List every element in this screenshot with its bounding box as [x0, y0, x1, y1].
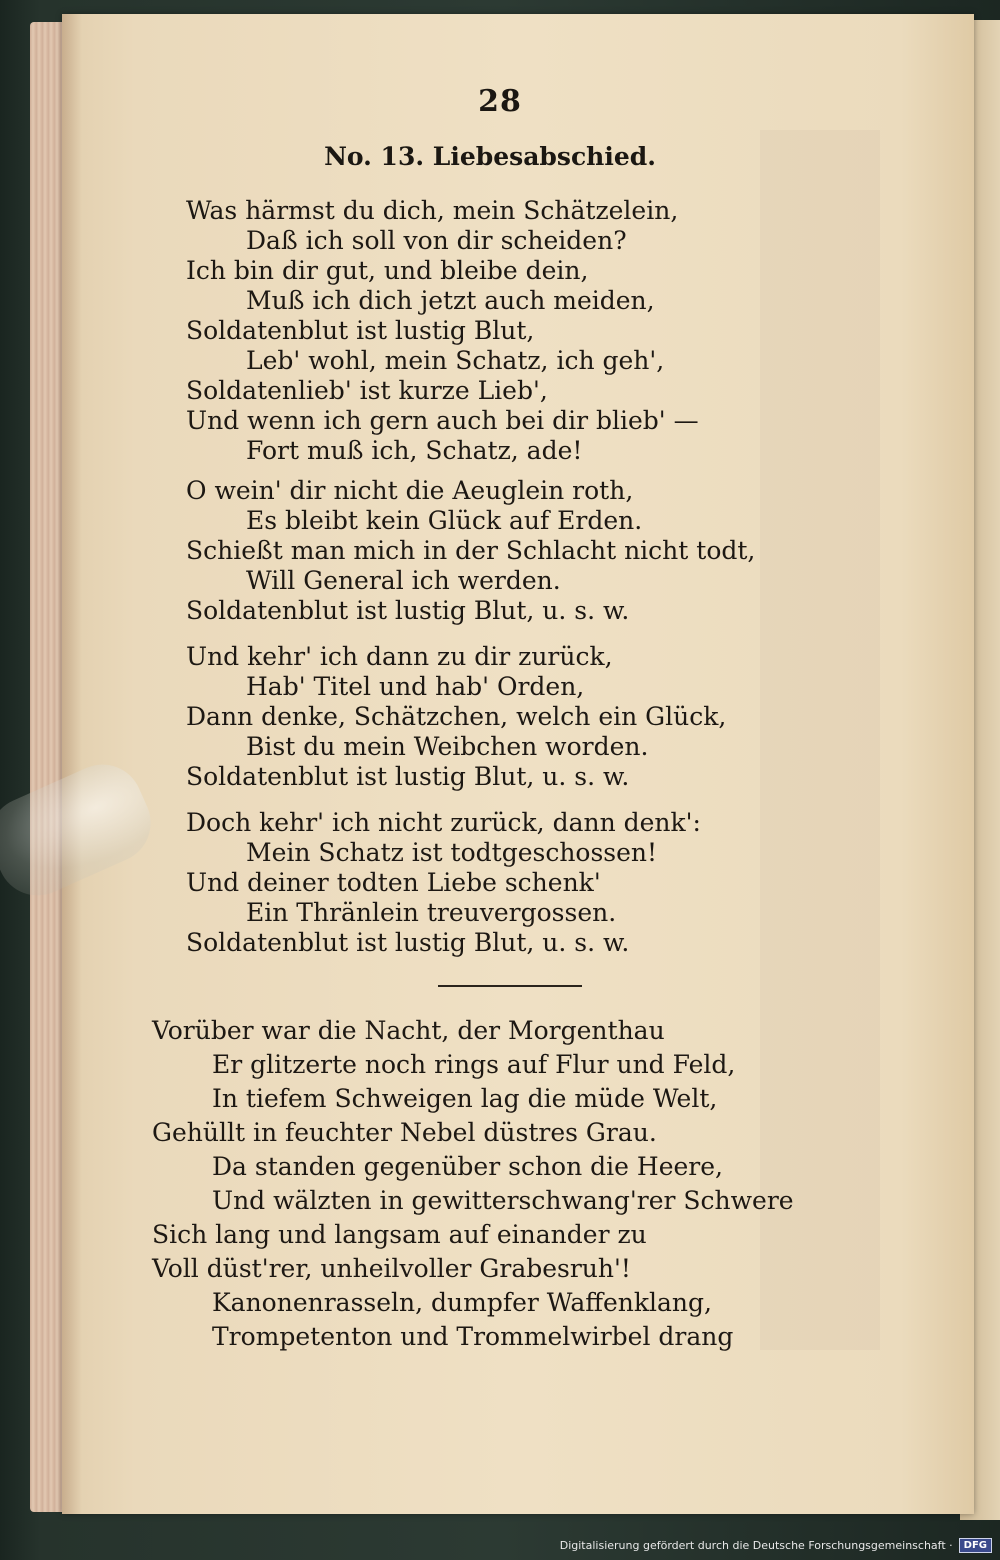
- verse-line: Will General ich werden.: [246, 566, 561, 595]
- page-gutter-shadow: [62, 14, 82, 1514]
- verse-line: Was härmst du dich, mein Schätzelein,: [186, 196, 679, 225]
- verse-line: Und wenn ich gern auch bei dir blieb' —: [186, 406, 699, 435]
- verse-line: Soldatenblut ist lustig Blut, u. s. w.: [186, 596, 630, 625]
- verse-line: Gehüllt in feuchter Nebel düstres Grau.: [152, 1118, 657, 1147]
- verse-line: Da standen gegenüber schon die Heere,: [212, 1152, 723, 1181]
- show-through-bleed: [760, 130, 880, 1350]
- verse-line: Doch kehr' ich nicht zurück, dann denk':: [186, 808, 701, 837]
- verse-line: Und deiner todten Liebe schenk': [186, 868, 601, 897]
- verse-line: Und wälzten in gewitterschwang'rer Schwere: [212, 1186, 794, 1215]
- verse-line: Dann denke, Schätzchen, welch ein Glück,: [186, 702, 727, 731]
- verse-line: Daß ich soll von dir scheiden?: [246, 226, 627, 255]
- verse-line: Kanonenrasseln, dumpfer Waffenklang,: [212, 1288, 712, 1317]
- verse-line: Soldatenblut ist lustig Blut,: [186, 316, 535, 345]
- credit-text: Digitalisierung gefördert durch die Deutsche Forschungsgemeinschaft ·: [559, 1538, 953, 1552]
- verse-line: Voll düst'rer, unheilvoller Grabesruh'!: [152, 1254, 631, 1283]
- verse-line: Soldatenblut ist lustig Blut, u. s. w.: [186, 762, 630, 791]
- verse-line: In tiefem Schweigen lag die müde Welt,: [212, 1084, 718, 1113]
- poem-title: No. 13. Liebesabschied.: [324, 142, 656, 171]
- verse-line: O wein' dir nicht die Aeuglein roth,: [186, 476, 634, 505]
- verse-line: Schießt man mich in der Schlacht nicht todt,: [186, 536, 756, 565]
- verse-line: Er glitzerte noch rings auf Flur und Feld,: [212, 1050, 736, 1079]
- verse-line: Soldatenblut ist lustig Blut, u. s. w.: [186, 928, 630, 957]
- verse-line: Muß ich dich jetzt auch meiden,: [246, 286, 655, 315]
- verse-line: Fort muß ich, Schatz, ade!: [246, 436, 583, 465]
- verse-line: Leb' wohl, mein Schatz, ich geh',: [246, 346, 665, 375]
- verse-line: Ein Thränlein treuvergossen.: [246, 898, 617, 927]
- verse-line: Und kehr' ich dann zu dir zurück,: [186, 642, 613, 671]
- verse-line: Es bleibt kein Glück auf Erden.: [246, 506, 643, 535]
- verse-line: Hab' Titel und hab' Orden,: [246, 672, 585, 701]
- page-number: 28: [478, 84, 522, 119]
- section-divider: [438, 985, 582, 987]
- dfg-logo: DFG: [959, 1538, 992, 1553]
- digitization-credit: [560, 1536, 992, 1554]
- verse-line: Vorüber war die Nacht, der Morgenthau: [152, 1016, 665, 1045]
- verse-line: Trompetenton und Trommelwirbel drang: [212, 1322, 734, 1351]
- verse-line: Bist du mein Weibchen worden.: [246, 732, 649, 761]
- verse-line: Mein Schatz ist todtgeschossen!: [246, 838, 658, 867]
- verse-line: Soldatenlieb' ist kurze Lieb',: [186, 376, 548, 405]
- verse-line: Ich bin dir gut, und bleibe dein,: [186, 256, 589, 285]
- verse-line: Sich lang und langsam auf einander zu: [152, 1220, 647, 1249]
